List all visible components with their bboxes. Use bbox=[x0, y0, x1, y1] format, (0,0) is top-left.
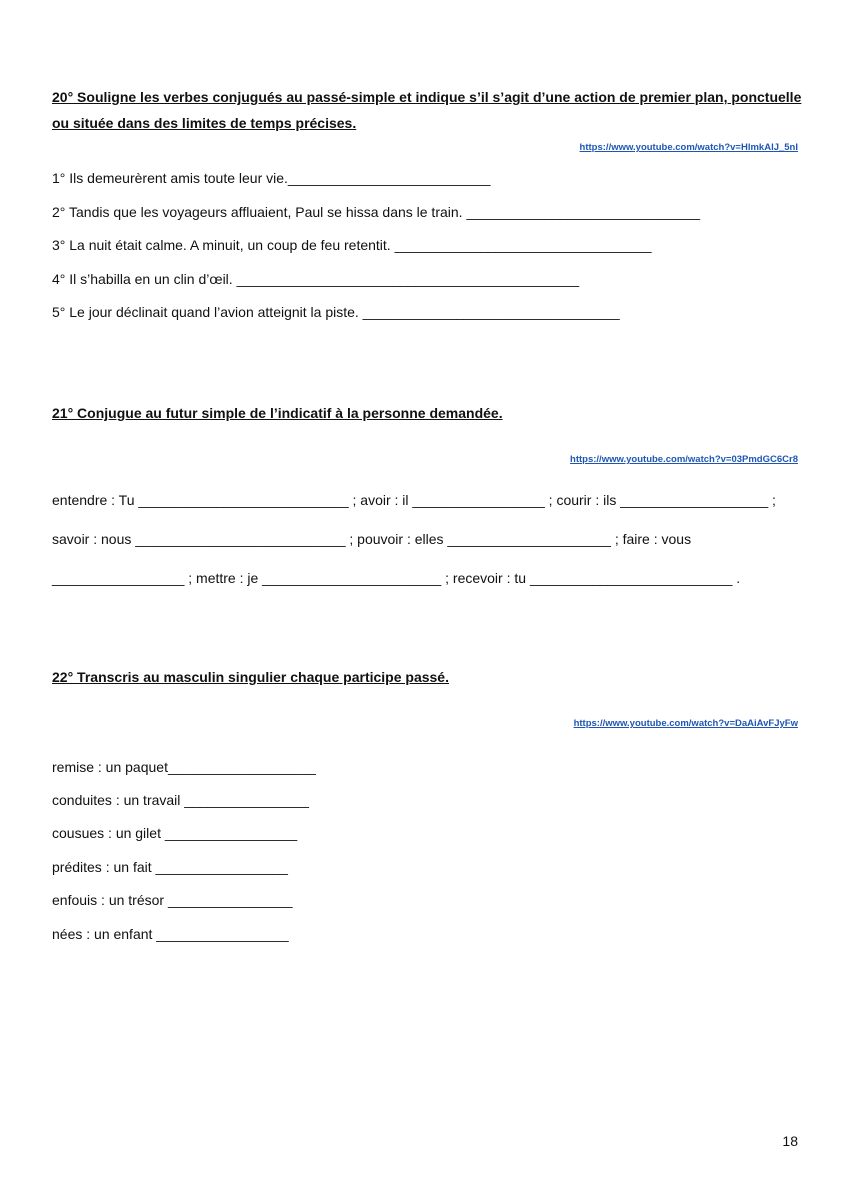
exercise-20-item-5: 5° Le jour déclinait quand l’avion atteignit la piste. _________________________________ bbox=[52, 304, 620, 320]
exercise-21-line-3: _________________ ; mettre : je _______________________ ; recevoir : tu __________________________ . bbox=[52, 570, 741, 586]
exercise-22-item-4: prédites : un fait _________________ bbox=[52, 859, 288, 875]
exercise-22-item-5: enfouis : un trésor ________________ bbox=[52, 892, 293, 908]
exercise-21-line-2: savoir : nous ___________________________ ; pouvoir : elles _____________________ ; faire : vous bbox=[52, 531, 692, 547]
exercise-20-link[interactable]: https://www.youtube.com/watch?v=HlmkAlJ_5nI bbox=[579, 142, 798, 153]
exercise-21-link[interactable]: https://www.youtube.com/watch?v=03PmdGC6Cr8 bbox=[570, 454, 798, 465]
exercise-22-link[interactable]: https://www.youtube.com/watch?v=DaAiAvFJyFw bbox=[573, 718, 798, 729]
exercise-20-item-4: 4° Il s’habilla en un clin d’œil. ____________________________________________ bbox=[52, 271, 580, 287]
exercise-21-line-1: entendre : Tu ___________________________ ; avoir : il _________________ ; courir : ils ___________________ ; bbox=[52, 492, 776, 508]
exercise-22-item-3: cousues : un gilet _________________ bbox=[52, 825, 298, 841]
exercise-22-item-1: remise : un paquet___________________ bbox=[52, 759, 316, 775]
exercise-20-item-2: 2° Tandis que les voyageurs affluaient, Paul se hissa dans le train. ______________________________ bbox=[52, 204, 701, 220]
exercise-20-heading: 20° Souligne les verbes conjugués au passé-simple et indique s’il s’agit d’une action de premier plan, ponctuelle ou située dans des limites de temps précises. bbox=[52, 89, 802, 131]
exercise-22-heading: 22° Transcris au masculin singulier chaque participe passé. bbox=[52, 669, 449, 685]
exercise-22-item-6: nées : un enfant _________________ bbox=[52, 926, 289, 942]
page-number: 18 bbox=[782, 1133, 798, 1149]
exercise-22-item-2: conduites : un travail ________________ bbox=[52, 792, 309, 808]
exercise-20-item-3: 3° La nuit était calme. A minuit, un coup de feu retentit. _________________________________ bbox=[52, 237, 652, 253]
exercise-20-item-1: 1° Ils demeurèrent amis toute leur vie.__________________________ bbox=[52, 170, 491, 186]
exercise-21-heading: 21° Conjugue au futur simple de l’indicatif à la personne demandée. bbox=[52, 405, 503, 421]
